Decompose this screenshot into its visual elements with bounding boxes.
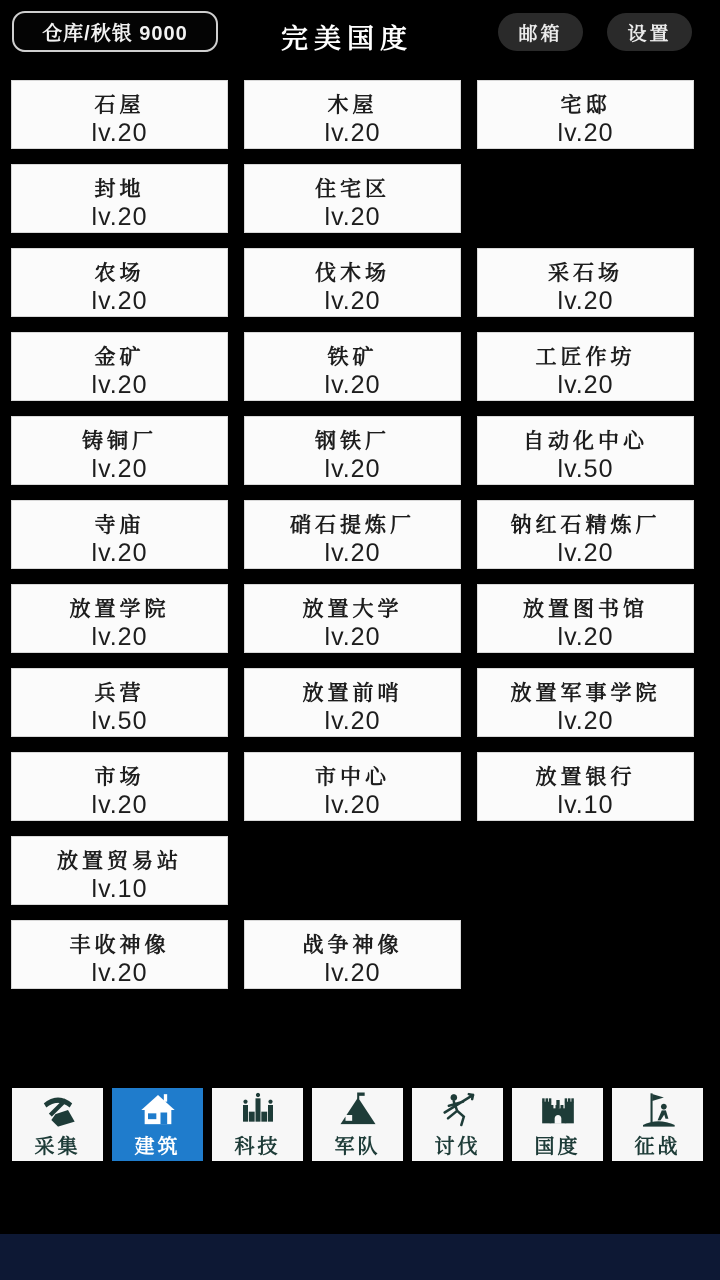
- page-title: 完美国度: [281, 24, 413, 54]
- nav-item-label: 征战: [634, 1136, 681, 1158]
- building-level: lv.20: [91, 119, 148, 147]
- building-card[interactable]: [11, 332, 228, 401]
- building-card[interactable]: [244, 164, 461, 233]
- building-level: lv.20: [91, 623, 148, 651]
- building-level: lv.20: [557, 623, 614, 651]
- nav-item-讨伐[interactable]: [412, 1088, 503, 1161]
- building-card[interactable]: [244, 80, 461, 149]
- building-card[interactable]: [11, 920, 228, 989]
- building-name: 放置图书馆: [523, 598, 648, 621]
- building-row: [11, 80, 720, 148]
- building-level: lv.20: [324, 455, 381, 483]
- building-row: [11, 332, 720, 400]
- building-name: 木屋: [327, 94, 378, 117]
- building-card[interactable]: [477, 248, 694, 317]
- nav-item-label: 军队: [334, 1136, 381, 1158]
- building-name: 钢铁厂: [315, 430, 390, 453]
- building-level: lv.10: [557, 791, 614, 819]
- building-name: 放置学院: [69, 598, 170, 621]
- academy-icon: [238, 1088, 278, 1132]
- buildings-grid: [0, 64, 720, 988]
- building-card[interactable]: [11, 164, 228, 233]
- building-card[interactable]: [11, 836, 228, 905]
- building-card[interactable]: [244, 332, 461, 401]
- building-card[interactable]: [244, 248, 461, 317]
- building-card[interactable]: [11, 668, 228, 737]
- building-card[interactable]: [477, 416, 694, 485]
- building-level: lv.20: [324, 119, 381, 147]
- building-row: [11, 500, 720, 568]
- nav-item-label: 科技: [234, 1136, 281, 1158]
- building-name: 放置贸易站: [57, 850, 182, 873]
- building-name: 放置军事学院: [510, 682, 661, 705]
- building-level: lv.20: [91, 287, 148, 315]
- building-level: lv.20: [557, 287, 614, 315]
- building-card[interactable]: [11, 584, 228, 653]
- building-card[interactable]: [477, 752, 694, 821]
- building-name: 放置前哨: [302, 682, 403, 705]
- nav-item-科技[interactable]: [212, 1088, 303, 1161]
- building-name: 封地: [94, 178, 145, 201]
- building-name: 金矿: [94, 346, 145, 369]
- building-name: 钠红石精炼厂: [510, 514, 661, 537]
- building-card[interactable]: [477, 500, 694, 569]
- building-name: 寺庙: [94, 514, 145, 537]
- building-level: lv.20: [557, 539, 614, 567]
- building-level: lv.20: [324, 203, 381, 231]
- building-name: 采石场: [548, 262, 623, 285]
- building-name: 自动化中心: [523, 430, 648, 453]
- building-row: [11, 248, 720, 316]
- building-level: lv.20: [91, 455, 148, 483]
- top-bar: [0, 0, 720, 64]
- building-card[interactable]: [11, 248, 228, 317]
- building-row: [11, 584, 720, 652]
- building-name: 伐木场: [315, 262, 390, 285]
- building-level: lv.20: [91, 959, 148, 987]
- building-row: [11, 920, 720, 988]
- building-name: 放置银行: [535, 766, 636, 789]
- building-level: lv.20: [557, 707, 614, 735]
- tent-icon: [338, 1088, 378, 1132]
- building-card[interactable]: [244, 920, 461, 989]
- building-level: lv.20: [324, 791, 381, 819]
- building-card[interactable]: [11, 752, 228, 821]
- building-row: [11, 836, 720, 904]
- building-name: 硝石提炼厂: [290, 514, 415, 537]
- building-card[interactable]: [244, 668, 461, 737]
- building-level: lv.20: [324, 623, 381, 651]
- building-level: lv.20: [91, 203, 148, 231]
- building-card[interactable]: [11, 500, 228, 569]
- building-name: 工匠作坊: [535, 346, 636, 369]
- flag-icon: [638, 1088, 678, 1132]
- building-level: lv.20: [557, 119, 614, 147]
- building-card[interactable]: [244, 500, 461, 569]
- building-row: [11, 668, 720, 736]
- building-level: lv.20: [324, 287, 381, 315]
- building-level: lv.20: [91, 371, 148, 399]
- nav-item-军队[interactable]: [312, 1088, 403, 1161]
- building-level: lv.20: [324, 371, 381, 399]
- castle-icon: [538, 1088, 578, 1132]
- building-card[interactable]: [11, 80, 228, 149]
- building-level: lv.20: [324, 959, 381, 987]
- building-level: lv.20: [324, 539, 381, 567]
- building-name: 战争神像: [302, 934, 403, 957]
- building-card[interactable]: [477, 584, 694, 653]
- building-card[interactable]: [477, 80, 694, 149]
- nav-item-征战[interactable]: [612, 1088, 703, 1161]
- building-name: 铸铜厂: [82, 430, 157, 453]
- building-level: lv.20: [324, 707, 381, 735]
- warehouse-button[interactable]: 仓库/秋银 9000: [12, 11, 218, 52]
- building-name: 市中心: [315, 766, 390, 789]
- building-card[interactable]: [477, 668, 694, 737]
- building-name: 丰收神像: [69, 934, 170, 957]
- nav-item-label: 建筑: [134, 1136, 181, 1158]
- nav-item-label: 采集: [34, 1136, 81, 1158]
- building-row: [11, 416, 720, 484]
- building-card[interactable]: [477, 332, 694, 401]
- building-level: lv.50: [557, 455, 614, 483]
- building-level: lv.20: [91, 791, 148, 819]
- building-name: 农场: [94, 262, 145, 285]
- building-name: 兵营: [94, 682, 145, 705]
- building-name: 宅邸: [560, 94, 611, 117]
- building-name: 放置大学: [302, 598, 403, 621]
- nav-item-国度[interactable]: [512, 1088, 603, 1161]
- building-row: [11, 164, 720, 232]
- settings-button[interactable]: 设置: [607, 13, 692, 51]
- building-card[interactable]: [244, 416, 461, 485]
- building-name: 铁矿: [327, 346, 378, 369]
- footer-strip: [0, 1234, 720, 1280]
- building-card[interactable]: [11, 416, 228, 485]
- building-name: 市场: [94, 766, 145, 789]
- nav-item-采集[interactable]: [12, 1088, 103, 1161]
- mail-button[interactable]: 邮箱: [498, 13, 583, 51]
- building-row: [11, 752, 720, 820]
- warrior-icon: [438, 1088, 478, 1132]
- nav-item-label: 讨伐: [434, 1136, 481, 1158]
- building-name: 住宅区: [315, 178, 390, 201]
- building-card[interactable]: [244, 752, 461, 821]
- building-level: lv.50: [91, 707, 148, 735]
- building-level: lv.20: [91, 539, 148, 567]
- building-level: lv.10: [91, 875, 148, 903]
- nav-item-label: 国度: [534, 1136, 581, 1158]
- pickaxe-icon: [38, 1088, 78, 1132]
- bottom-nav: [12, 1088, 703, 1161]
- house-icon: [138, 1088, 178, 1132]
- building-name: 石屋: [94, 94, 145, 117]
- nav-item-建筑[interactable]: [112, 1088, 203, 1161]
- building-card[interactable]: [244, 584, 461, 653]
- building-level: lv.20: [557, 371, 614, 399]
